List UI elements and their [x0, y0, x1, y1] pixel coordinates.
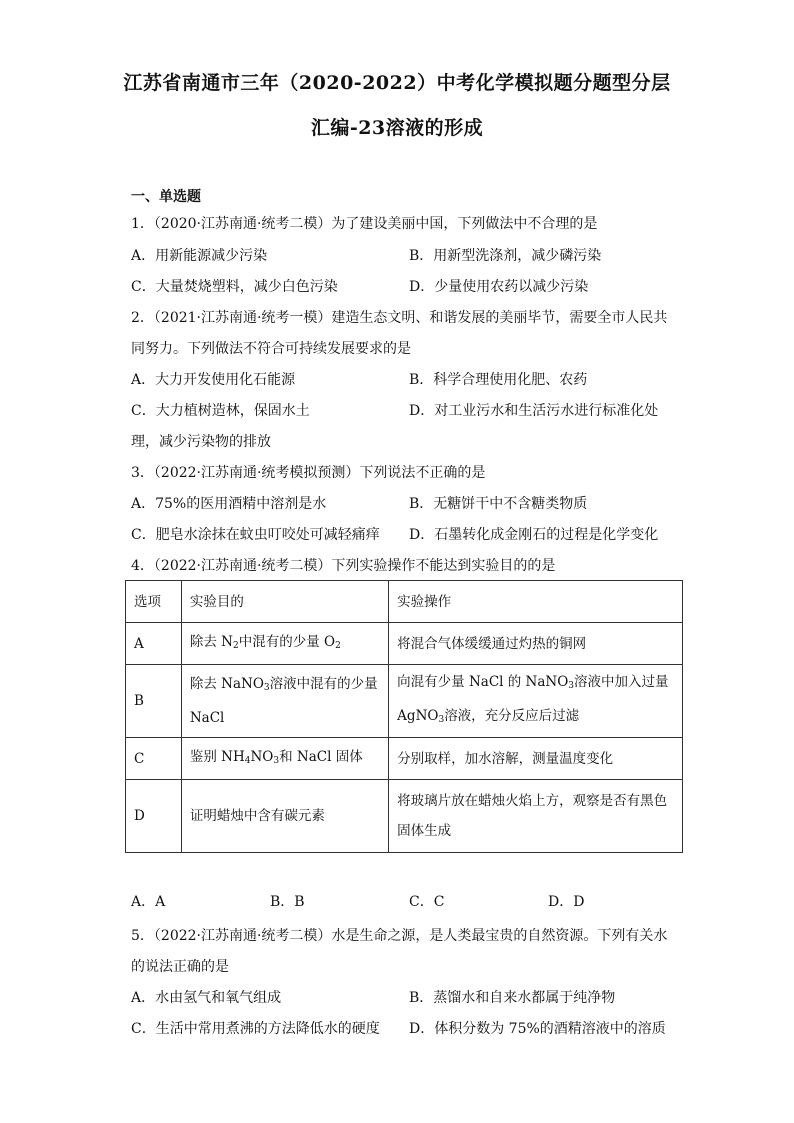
q2-stem-line1: 2．（2021·江苏南通·统考一模）建造生态文明、和谐发展的美丽毕节，需要全市人民共	[131, 310, 668, 326]
header-operation: 实验操作	[389, 581, 683, 623]
q2-stem-line2: 同努力。下列做法不符合可持续发展要求的是	[131, 341, 411, 357]
doc-title-line2: 汇编-23溶液的形成	[310, 117, 484, 139]
table-row	[126, 665, 683, 738]
row-a-goal: 除去 $N_2$中混有的少量 $O_2$	[181, 623, 388, 665]
q5-option-a: A．水由氢气和氧气组成	[131, 990, 282, 1006]
table-row	[126, 623, 683, 665]
row-b-operation: 向混有少量 NaCl 的 NaNO$_3$溶液中加入过量 AgNO$_3$溶液，充分反应后过滤	[389, 665, 683, 738]
row-d-option: D	[126, 780, 182, 853]
q3-option-d: D．石墨转化成金刚石的过程是化学变化	[409, 527, 659, 543]
row-c-goal: 鉴别 $NH_4NO_3$和 NaCl 固体	[181, 738, 388, 780]
q2-option-c: C．大力植树造林，保固水土	[131, 403, 310, 419]
row-d-goal: 证明蜡烛中含有碳元素	[181, 780, 388, 853]
q5-option-b: B．蒸馏水和自来水都属于纯净物	[409, 990, 616, 1006]
section-heading: 一、单选题	[131, 189, 201, 205]
q1-stem: 1．（2020·江苏南通·统考二模）为了建设美丽中国，下列做法中不合理的是	[131, 216, 598, 232]
table-row	[126, 738, 683, 780]
q1-option-c: C．大量焚烧塑料，减少白色污染	[131, 279, 338, 295]
q3-option-a: A．75%的医用酒精中溶剂是水	[131, 496, 327, 512]
q2-option-d: D．对工业污水和生活污水进行标准化处	[409, 403, 659, 419]
header-option: 选项	[126, 581, 182, 623]
row-a-option: A	[126, 623, 182, 665]
row-c-operation: 分别取样，加水溶解，测量温度变化	[389, 738, 683, 780]
q4-answer-d: D．D	[548, 894, 585, 910]
row-d-operation: 将玻璃片放在蜡烛火焰上方，观察是否有黑色 固体生成	[389, 780, 683, 853]
q3-option-b: B．无糖饼干中不含糖类物质	[409, 496, 588, 512]
q4-answer-a: A．A	[131, 894, 166, 910]
table-header-row	[126, 581, 683, 623]
row-c-option: C	[126, 738, 182, 780]
q1-option-d: D．少量使用农药以减少污染	[409, 279, 589, 295]
q5-option-d: D．体积分数为 75%的酒精溶液中的溶质	[409, 1021, 666, 1037]
row-b-option: B	[126, 665, 182, 738]
q5-option-c: C．生活中常用煮沸的方法降低水的硬度	[131, 1021, 380, 1037]
table-row	[126, 780, 683, 853]
q5-stem-line1: 5．（2022·江苏南通·统考二模）水是生命之源，是人类最宝贵的自然资源。下列有关水	[131, 928, 668, 944]
q4-stem: 4．（2022·江苏南通·统考二模）下列实验操作不能达到实验目的的是	[131, 558, 556, 574]
header-goal: 实验目的	[181, 581, 388, 623]
q2-option-d-cont: 理，减少污染物的排放	[131, 434, 271, 450]
q4-answer-b: B．B	[270, 894, 305, 910]
q3-option-c: C．肥皂水涂抹在蚊虫叮咬处可减轻痛痒	[131, 527, 380, 543]
q4-answer-c: C．C	[409, 894, 445, 910]
row-b-goal: 除去 NaNO$_3$溶液中混有的少量 NaCl	[181, 665, 388, 738]
q1-option-a: A．用新能源减少污染	[131, 248, 268, 264]
q2-option-a: A．大力开发使用化石能源	[131, 372, 296, 388]
q2-option-b: B．科学合理使用化肥、农药	[409, 372, 588, 388]
row-a-operation: 将混合气体缓缓通过灼热的铜网	[389, 623, 683, 665]
experiment-table	[125, 580, 683, 853]
q5-stem-line2: 的说法正确的是	[131, 959, 229, 975]
q1-option-b: B．用新型洗涤剂，减少磷污染	[409, 248, 602, 264]
doc-title-line1: 江苏省南通市三年（2020-2022）中考化学模拟题分题型分层	[123, 72, 671, 94]
q3-stem: 3．（2022·江苏南通·统考模拟预测）下列说法不正确的是	[131, 465, 486, 481]
